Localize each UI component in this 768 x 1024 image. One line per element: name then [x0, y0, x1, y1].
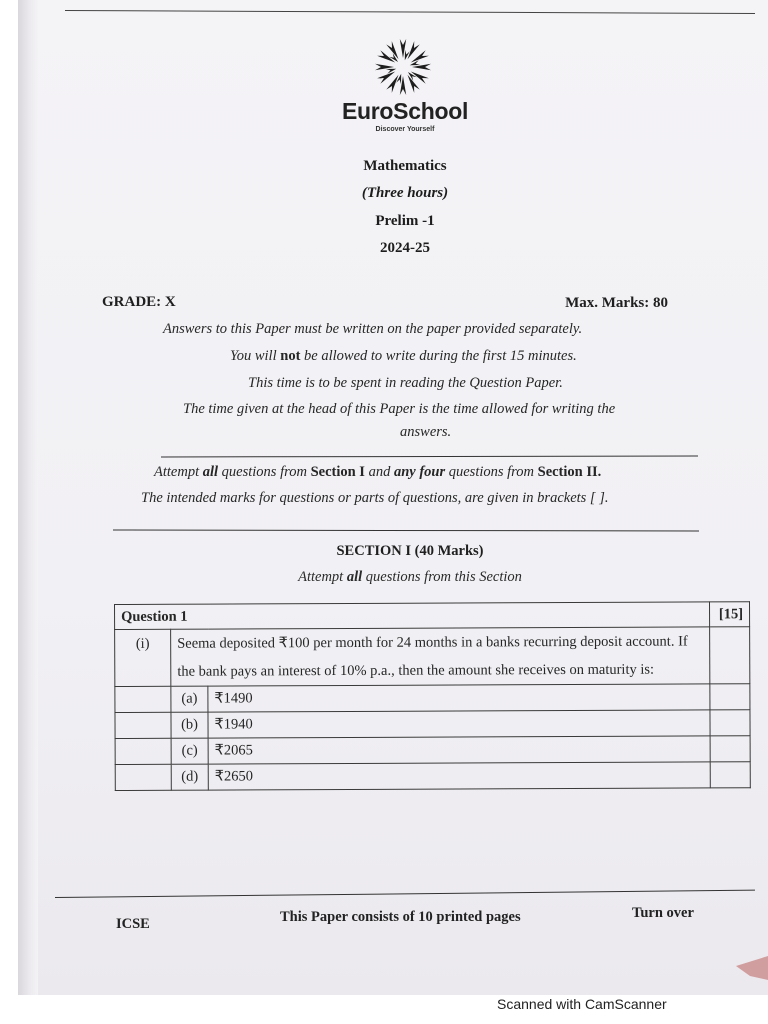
option-value: ₹1490 — [208, 684, 710, 712]
subject-title: Mathematics — [363, 158, 447, 174]
paper-edge — [18, 0, 38, 995]
blank-cell — [710, 762, 750, 788]
instruction-line-3: This time is to be spent in reading the Question Paper. — [248, 375, 563, 391]
option-row — [115, 710, 750, 739]
question-text: Seema deposited ₹100 per month for 24 months in a banks recurring deposit account. If the bank pays an interest of 10% p.a., then the amount she receives on maturity is: — [171, 627, 710, 686]
option-label: (a) — [171, 686, 208, 712]
option-label: (c) — [171, 738, 208, 764]
option-label: (d) — [171, 764, 208, 790]
instruction-line-2: You will not be allowed to write during the first 15 minutes. — [230, 348, 577, 364]
option-value: ₹2065 — [208, 736, 710, 764]
section-subtitle: Attempt all questions from this Section — [298, 569, 522, 585]
section-title: SECTION I (40 Marks) — [336, 543, 484, 559]
instruction-line-4-continued: answers. — [400, 424, 452, 440]
grade-label: GRADE: X — [102, 294, 176, 310]
exam-duration: (Three hours) — [361, 185, 449, 201]
page-count-note: This Paper consists of 10 printed pages — [280, 909, 521, 925]
turn-over-label: Turn over — [632, 905, 694, 921]
option-row — [115, 736, 750, 765]
blank-cell — [710, 710, 750, 736]
sunburst-logo-icon — [368, 36, 438, 98]
question-marks: [15] — [709, 602, 749, 627]
brand-name: EuroSchool — [341, 98, 469, 124]
instruction-line-4: The time given at the head of this Paper is the time allowed for writing the — [183, 401, 616, 417]
blank-cell — [115, 764, 171, 790]
question-table — [114, 601, 751, 791]
option-row — [115, 684, 750, 713]
blank-cell — [115, 712, 171, 738]
academic-year: 2024-25 — [380, 240, 430, 256]
option-row — [115, 762, 750, 791]
option-label: (b) — [171, 712, 208, 738]
option-value: ₹1940 — [208, 710, 710, 738]
blank-cell — [115, 738, 171, 764]
page-corner-shadow — [728, 952, 768, 982]
blank-cell — [115, 686, 171, 712]
exam-name: Prelim -1 — [375, 213, 435, 229]
blank-cell — [710, 684, 750, 710]
question-part-number: (i) — [115, 629, 171, 686]
blank-cell — [710, 736, 750, 762]
scanner-watermark: Scanned with CamScanner — [497, 996, 667, 1012]
max-marks-label: Max. Marks: 80 — [565, 295, 668, 311]
option-value: ₹2650 — [208, 762, 710, 790]
marks-cell — [710, 627, 750, 684]
brand-tagline: Discover Yourself — [375, 126, 435, 133]
question-header-row — [115, 602, 750, 630]
instruction-line-1: Answers to this Paper must be written on the paper provided separately. — [163, 321, 583, 337]
question-part-row — [115, 627, 750, 687]
attempt-instruction: Attempt all questions from Section I and any four questions from Section II. — [154, 464, 602, 480]
board-label: ICSE — [116, 916, 150, 932]
question-title: Question 1 — [115, 602, 710, 630]
marks-note: The intended marks for questions or parts of questions, are given in brackets [ ]. — [141, 490, 609, 506]
